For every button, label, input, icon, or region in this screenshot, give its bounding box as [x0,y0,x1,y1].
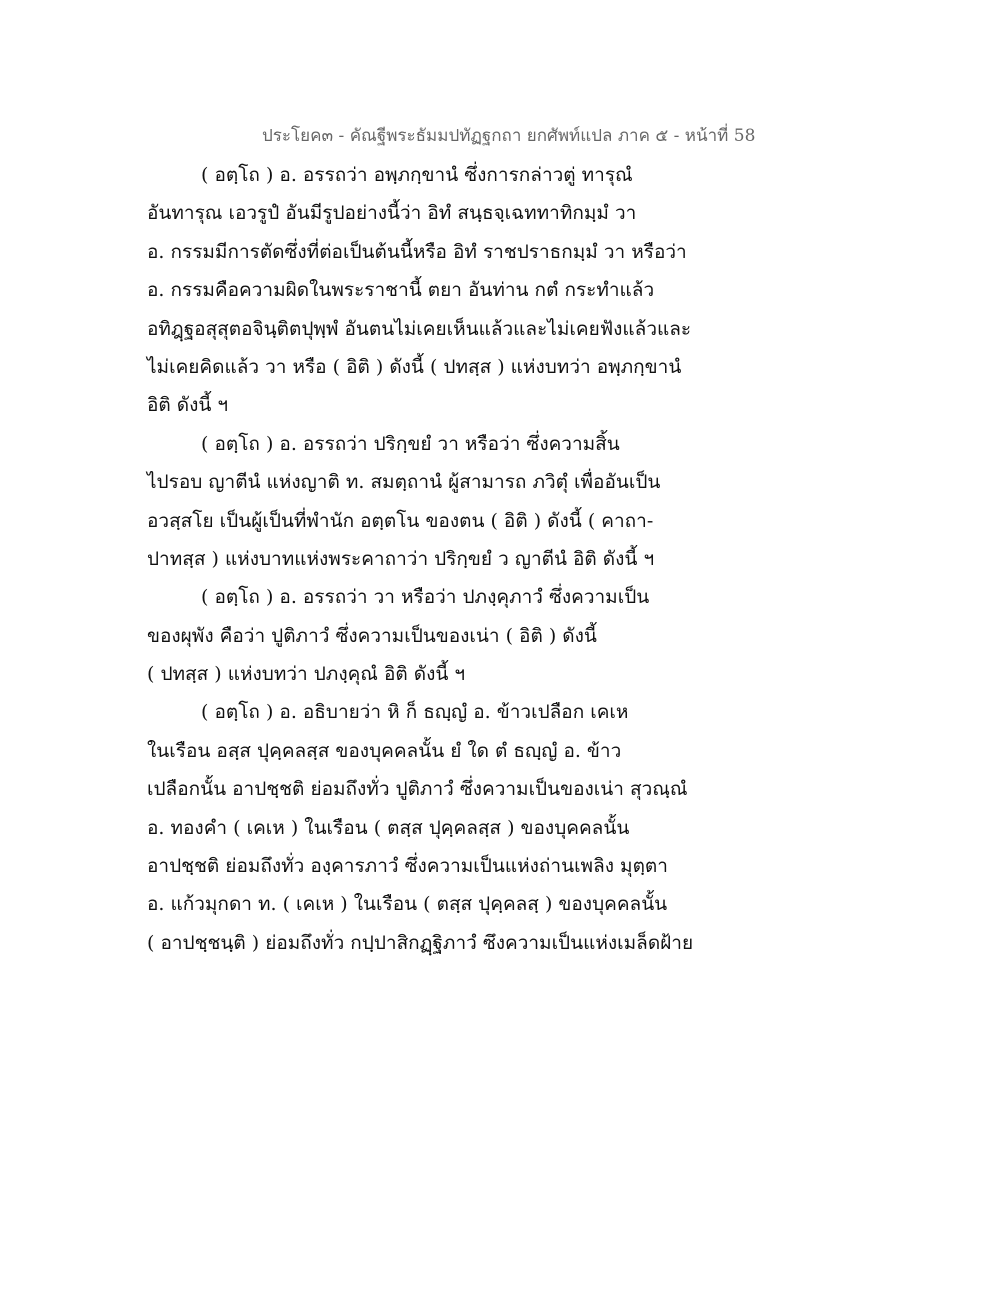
text-line: อ. ทองคำ ( เคเห ) ในเรือน ( ตสฺส ปุคฺคลสฺส ) ของบุคคลนั้น [147,816,630,839]
text-line: อ. กรรมมีการตัดซึ่งที่ต่อเป็นต้นนี้หรือ อิทํ ราชปราธกมฺมํ วา หรือว่า [147,240,687,263]
text-line: อาปชฺชติ ย่อมถึงทั่ว องฺคารภาวํ ซึ่งความเป็นแห่งถ่านเพลิง มุตฺตา [147,855,668,878]
text-line: อวสฺสโย เป็นผู้เป็นที่พำนัก อตฺตโน ของตน ( อิติ ) ดังนี้ ( คาถา- [147,509,654,532]
text-line: อ. แก้วมุกดา ท. ( เคเห ) ในเรือน ( ตสฺส ปุคฺคลสฺ ) ของบุคคลนั้น [147,893,668,916]
text-line: ( ปทสฺส ) แห่งบทว่า ปภงฺคุณํ อิติ ดังนี้ ฯ [147,663,466,686]
text-line: ปาทสฺส ) แห่งบาทแห่งพระคาถาว่า ปริกฺขยํ ว ญาตีนํ อิติ ดังนี้ ฯ [147,547,655,570]
text-line: ( อตฺโถ ) อ. อธิบายว่า หิ ก็ ธญฺญํ อ. ข้าวเปลือก เคเห [201,701,629,724]
text-line: อันทารุณ เอวรูปํ อันมีรูปอย่างนี้ว่า อิทํ สนฺธจฺเฉททาทิกมฺมํ วา [147,202,637,225]
text-line: ของผุพัง คือว่า ปูติภาวํ ซึ่งความเป็นของเน่า ( อิติ ) ดังนี้ [147,624,597,647]
page-body [147,156,707,962]
page-header: ประโยค๓ - คัณฐีพระธัมมปทัฏฐกถา ยกศัพท์แปล ภาค ๕ - หน้าที่ 58 [262,126,756,146]
text-line: เปลือกนั้น อาปชฺชติ ย่อมถึงทั่ว ปูติภาวํ ซึ่งความเป็นของเน่า สุวณฺณํ [147,778,688,801]
text-line: อทิฎฺฐอสุสุตอจินฺติตปุพฺพํ อันตนไม่เคยเห็นแล้วและไม่เคยฟังแล้วและ [147,317,692,340]
text-line: ( อตฺโถ ) อ. อรรถว่า อพฺภกฺขานํ ซึ่งการกล่าวตู่ ทารุณํ [201,164,633,186]
text-line: อิติ ดังนี้ ฯ [147,394,229,417]
text-line: ไปรอบ ญาตีนํ แห่งญาติ ท. สมตฺถานํ ผู้สามารถ ภวิตุํ เพื่ออันเป็น [147,471,661,494]
text-line: ( อาปชฺชนฺติ ) ย่อมถึงทั่ว กปฺปาสิกฏฺฐิภาวํ ซึงความเป็นแห่งเมล็ดฝ้าย [147,931,694,954]
text-line: ในเรือน อสฺส ปุคฺคลสฺส ของบุคคลนั้น ยํ ใด ตํ ธญฺญํ อ. ข้าว [147,739,622,762]
text-line: อ. กรรมคือความผิดในพระราชานี้ ตยา อันท่าน กตํ กระทำแล้ว [147,279,655,302]
text-line: ไม่เคยคิดแล้ว วา หรือ ( อิติ ) ดังนี้ ( ปทสฺส ) แห่งบทว่า อพฺภกฺขานํ [147,355,682,378]
text-line: ( อตฺโถ ) อ. อรรถว่า วา หรือว่า ปภงฺคุภาวํ ซึ่งความเป็น [201,586,650,609]
text-line: ( อตฺโถ ) อ. อรรถว่า ปริกฺขยํ วา หรือว่า ซึ่งความสิ้น [201,432,620,455]
